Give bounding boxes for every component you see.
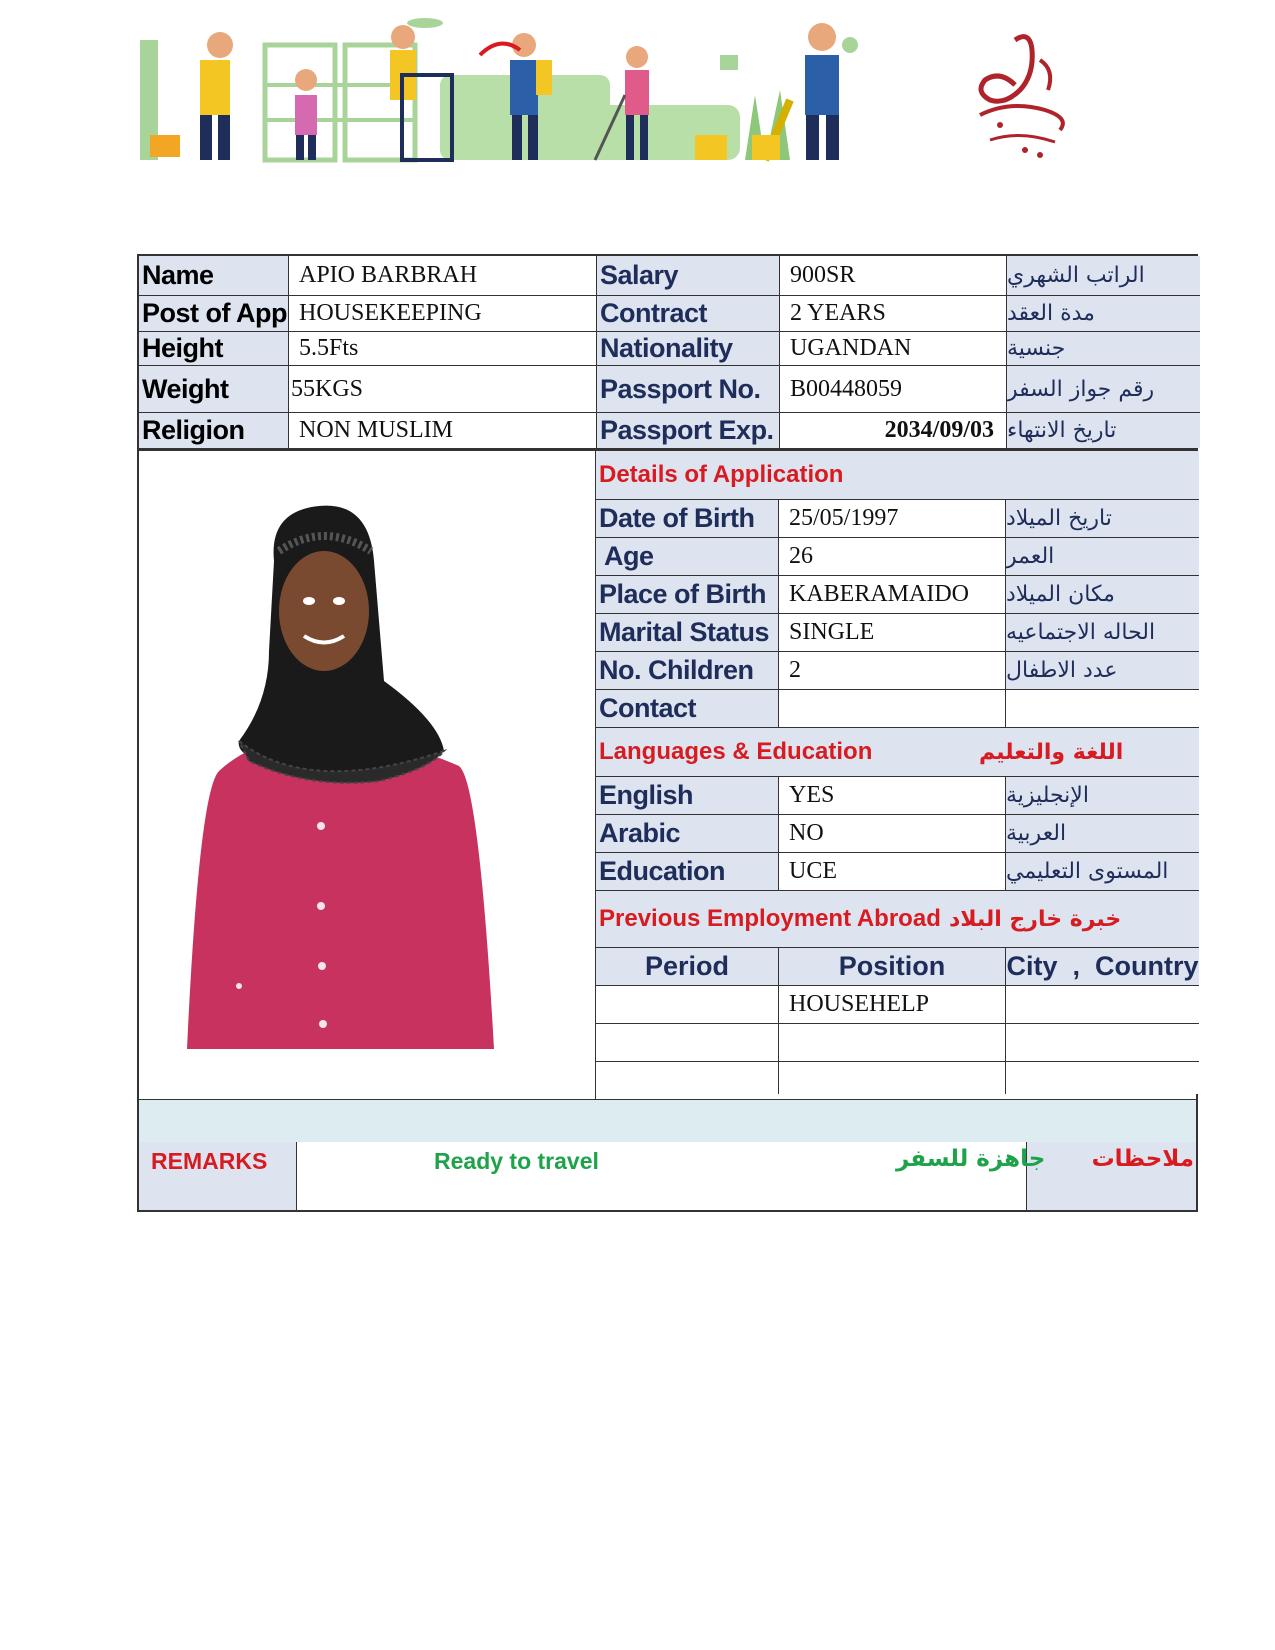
contact-arabic <box>1006 690 1199 728</box>
employment-row-1-period <box>596 986 779 1024</box>
application-sheet <box>137 254 1198 1212</box>
dob-value: 25/05/1997 <box>779 500 1006 538</box>
lower-section <box>137 450 1198 1099</box>
education-arabic: المستوى التعليمي <box>1006 853 1199 891</box>
city-country-header: City , Country <box>1006 948 1199 986</box>
marital-status-arabic: الحاله الاجتماعيه <box>1006 614 1199 652</box>
height-value: 5.5Fts <box>289 332 597 366</box>
contact-label: Contact <box>596 690 779 728</box>
arabic-label: Arabic <box>596 815 779 853</box>
dob-label: Date of Birth <box>596 500 779 538</box>
employment-row-1-position: HOUSEHELP <box>779 986 1006 1024</box>
name-value: APIO BARBRAH <box>289 256 597 296</box>
passport-no-label: Passport No. <box>597 366 780 413</box>
nationality-label: Nationality <box>597 332 780 366</box>
remarks-label-arabic: ملاحظات <box>1091 1146 1194 1172</box>
place-of-birth-arabic: مكان الميلاد <box>1006 576 1199 614</box>
employment-row-2-position <box>779 1024 1006 1062</box>
applicant-photo <box>139 451 596 1099</box>
name-label: Name <box>139 256 289 296</box>
english-arabic: الإنجليزية <box>1006 777 1199 815</box>
employment-section-title: Previous Employment Abroad خبرة خارج البلاد <box>596 891 1199 948</box>
employment-row-2-city <box>1006 1024 1199 1062</box>
contract-arabic: مدة العقد <box>1007 296 1200 332</box>
children-label: No. Children <box>596 652 779 690</box>
remarks-text: Ready to travel <box>434 1148 599 1174</box>
marital-status-value: SINGLE <box>779 614 1006 652</box>
weight-label: Weight <box>139 366 289 413</box>
dob-arabic: تاريخ الميلاد <box>1006 500 1199 538</box>
passport-exp-label: Passport Exp. <box>597 413 780 448</box>
salary-arabic: الراتب الشهري <box>1007 256 1200 296</box>
contract-label: Contract <box>597 296 780 332</box>
nationality-value: UGANDAN <box>780 332 1007 366</box>
weight-value: 55KGS <box>289 366 597 413</box>
marital-status-label: Marital Status <box>596 614 779 652</box>
religion-value: NON MUSLIM <box>289 413 597 448</box>
age-label: Age <box>596 538 779 576</box>
english-value: YES <box>779 777 1006 815</box>
cleaning-workers-illustration <box>140 15 910 170</box>
employment-row-3-position <box>779 1062 1006 1094</box>
post-value: HOUSEKEEPING <box>289 296 597 332</box>
position-header: Position <box>779 948 1006 986</box>
personal-info-table <box>137 254 1198 450</box>
contract-value: 2 YEARS <box>780 296 1007 332</box>
children-value: 2 <box>779 652 1006 690</box>
employment-row-1-city <box>1006 986 1199 1024</box>
arabic-calligraphy-logo <box>960 30 1085 165</box>
passport-no-arabic: رقم جواز السفر <box>1007 366 1200 413</box>
applicant-portrait <box>139 451 595 1099</box>
employment-row-3-period <box>596 1062 779 1094</box>
place-of-birth-label: Place of Birth <box>596 576 779 614</box>
details-section-title: Details of Application <box>596 451 1199 500</box>
age-value: 26 <box>779 538 1006 576</box>
salary-value: 900SR <box>780 256 1007 296</box>
education-value: UCE <box>779 853 1006 891</box>
employment-row-3-city <box>1006 1062 1199 1094</box>
salary-label: Salary <box>597 256 780 296</box>
religion-label: Religion <box>139 413 289 448</box>
period-header: Period <box>596 948 779 986</box>
passport-exp-arabic: تاريخ الانتهاء <box>1007 413 1200 448</box>
children-arabic: عدد الاطفال <box>1006 652 1199 690</box>
details-table <box>596 451 1199 1099</box>
place-of-birth-value: KABERAMAIDO <box>779 576 1006 614</box>
height-label: Height <box>139 332 289 366</box>
nationality-arabic: جنسية <box>1007 332 1200 366</box>
passport-no-value: B00448059 <box>780 366 1007 413</box>
remarks-label: REMARKS <box>151 1148 268 1174</box>
age-arabic: العمر <box>1006 538 1199 576</box>
education-label: Education <box>596 853 779 891</box>
english-label: English <box>596 777 779 815</box>
arabic-arabic: العربية <box>1006 815 1199 853</box>
languages-section-title: Languages & Education اللغة والتعليم <box>596 728 1199 777</box>
arabic-value: NO <box>779 815 1006 853</box>
remarks-box <box>137 1099 1198 1212</box>
contact-value <box>779 690 1006 728</box>
employment-row-2-period <box>596 1024 779 1062</box>
remarks-text-arabic: جاهزة للسفر <box>896 1146 1046 1172</box>
passport-exp-value: 2034/09/03 <box>780 413 1007 448</box>
post-label: Post of App <box>139 296 289 332</box>
